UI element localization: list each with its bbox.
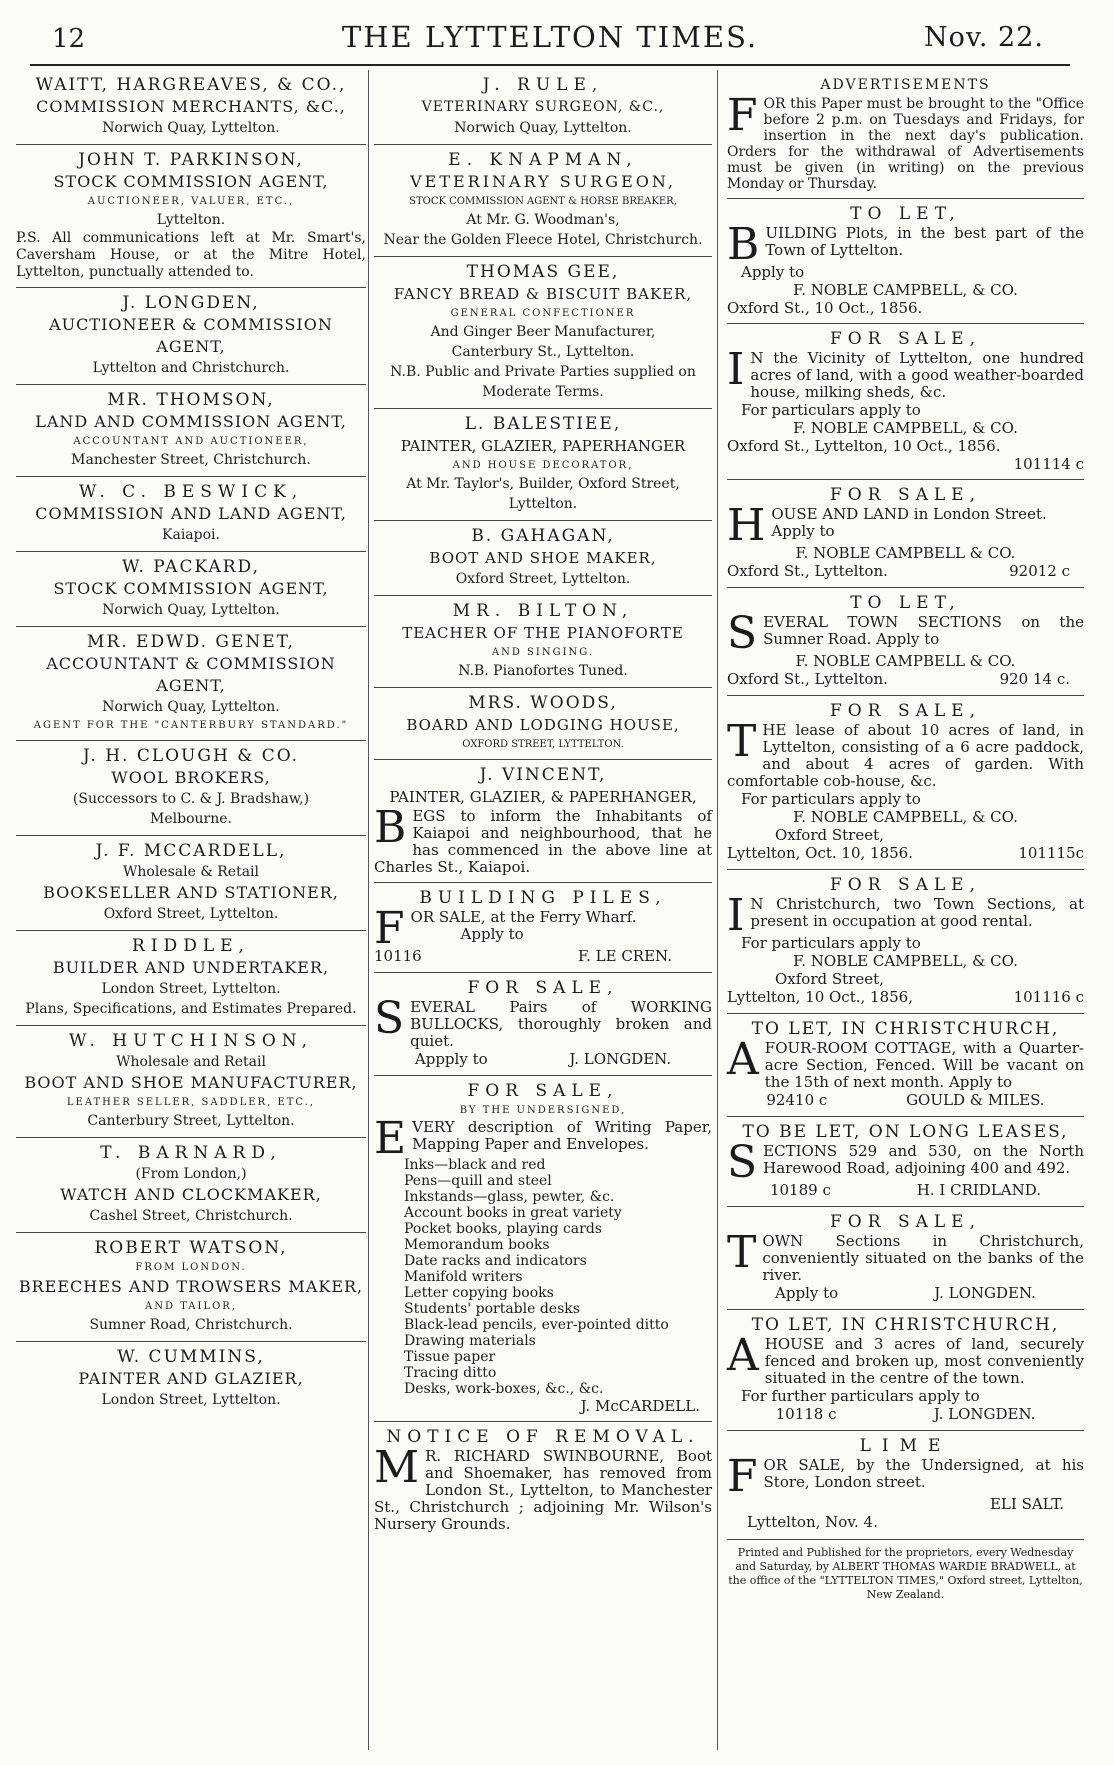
ad-let-4 [727, 1117, 1084, 1207]
ad-body [727, 1034, 1084, 1091]
list-item: Pocket books, playing cards [404, 1221, 602, 1237]
ad-heading: TO LET, [850, 204, 961, 224]
ad-sale-2 [727, 480, 1084, 588]
ad-address: Oxford Street, [775, 970, 884, 988]
ad-name: ROBERT WATSON, [94, 1238, 288, 1258]
ad-apply: Apply to [771, 522, 835, 540]
list-item: Inks—black and red [404, 1157, 546, 1173]
ad-sale-3 [727, 696, 1084, 870]
drop-cap: A [727, 1034, 759, 1085]
ad-number: 101114 c [1013, 455, 1084, 473]
ad-small: AGENT FOR THE "CANTERBURY STANDARD." [33, 720, 349, 731]
ad-trade: BUILDER AND UNDERTAKER, [52, 958, 330, 977]
drop-cap: B [374, 802, 407, 853]
ad-body [727, 608, 1084, 659]
ad-address: Oxford St., Lyttelton. [727, 562, 888, 580]
ad-note: Plans, Specifications, and Estimates Prepared. [25, 1001, 357, 1017]
ad-address: Oxford Street, Lyttelton. [103, 906, 279, 922]
ad-stationery [374, 1076, 712, 1422]
ad-number: 101115c [1018, 844, 1084, 862]
ad-signature-line [727, 844, 1084, 863]
ad-address: Norwich Quay, Lyttelton. [454, 120, 632, 136]
ad-body [374, 903, 712, 954]
ad-signature-line [727, 1181, 1084, 1200]
ad-address: Oxford St., Lyttelton. [727, 670, 888, 688]
ad-signature-line [374, 947, 712, 966]
ad-address: Manchester Street, Christchurch. [71, 452, 311, 468]
ad-name: MR. EDWD. GENET, [87, 632, 295, 652]
ad-text: EGS to inform the Inhabitants of Kaiapoi and neighbourhood, that he has commenced in the above line at Charles St., Kaiapoi. [374, 807, 712, 876]
ad-small: BY THE UNDERSIGNED, [459, 1105, 627, 1116]
ad-mccardell [16, 836, 366, 931]
ad-small: AUCTIONEER, VALUER, ETC., [87, 196, 295, 207]
ad-number: 10116 [374, 947, 422, 965]
ad-trade: WOOL BROKERS, [111, 768, 271, 787]
ad-text: HE lease of about 10 acres of land, in Lyttelton, consisting of a 6 acre paddock, and about 4 acres of garden. With comfortable cob-house, &c. [727, 721, 1084, 790]
ad-line: At Mr. Taylor's, Builder, Oxford Street, [406, 476, 680, 492]
ad-signature: J. McCARDELL. [580, 1397, 700, 1415]
ad-agent: F. NOBLE CAMPBELL & CO. [795, 544, 1016, 562]
ad-address: Lyttelton. [156, 212, 226, 228]
stationery-list [374, 1157, 712, 1397]
list-item: Date racks and indicators [404, 1253, 587, 1269]
ad-heading: BUILDING PILES, [419, 888, 667, 908]
ad-trade: TEACHER OF THE PIANOFORTE [402, 624, 684, 642]
ad-line: Canterbury St., Lyttelton. [451, 344, 635, 360]
ad-body [727, 1137, 1084, 1188]
ad-line: Lyttelton. [508, 496, 578, 512]
ad-address: Lyttelton and Christchurch. [92, 360, 290, 376]
ad-name: B. GAHAGAN, [471, 526, 615, 546]
ad-address: Norwich Quay, Lyttelton. [102, 602, 280, 618]
ad-let-3 [727, 1014, 1084, 1117]
ad-note: N.B. Public and Private Parties supplied on Moderate Terms. [390, 364, 696, 400]
ad-name: J. RULE, [482, 75, 604, 95]
ad-trade: PAINTER, GLAZIER, PAPERHANGER [400, 437, 686, 455]
colophon: Printed and Published for the proprietors, every Wednesday and Saturday, by ALBERT THOMAS WARDIE BRADWELL, at the office of the "LYTTELTON TIMES," Oxford street, Lyttelton, New Zealand. [727, 1539, 1084, 1602]
ad-vincent [374, 760, 712, 883]
ad-name: J. LONGDEN, [122, 293, 260, 313]
ad-heading: FOR SALE, [467, 978, 619, 998]
ad-trade: COMMISSION MERCHANTS, &C., [36, 97, 346, 116]
ad-let-5 [727, 1310, 1084, 1431]
ad-signature: J. LONGDEN. [933, 1405, 1036, 1423]
column-rule [368, 70, 369, 1750]
drop-cap: I [727, 344, 745, 395]
ad-trade: BOOKSELLER AND STATIONER, [43, 883, 339, 902]
ad-trade: COMMISSION AND LAND AGENT, [35, 504, 347, 523]
ad-line: Near the Golden Fleece Hotel, Christchurch. [383, 232, 703, 248]
ad-gahagan [374, 521, 712, 596]
ad-agent: F. NOBLE CAMPBELL, & CO. [793, 952, 1018, 970]
ad-trade: VETERINARY SURGEON, &C., [421, 99, 665, 115]
ad-signature-line [727, 670, 1084, 689]
ad-address: Cashel Street, Christchurch. [89, 1208, 293, 1224]
ad-rule [374, 70, 712, 145]
ad-body [727, 1330, 1084, 1387]
list-item: Drawing materials [404, 1333, 536, 1349]
ad-piles [374, 883, 712, 973]
ad-heading: TO BE LET, ON LONG LEASES, [742, 1122, 1069, 1142]
drop-cap: B [727, 219, 760, 270]
column-1 [16, 70, 366, 1416]
ad-signature-line [727, 562, 1084, 581]
ad-text: UILDING Plots, in the best part of the Town of Lyttelton. [765, 224, 1084, 259]
ad-note: P.S. All communications left at Mr. Smart's, Caversham House, or at the Mitre Hotel, Lyttelton, punctually attended to. [16, 230, 366, 280]
ad-text: OR SALE, by the Undersigned, at his Store, London street. [763, 1456, 1084, 1491]
ad-packard [16, 552, 366, 627]
drop-cap: H [727, 500, 766, 551]
list-item: Black-lead pencils, ever-pointed ditto [404, 1317, 669, 1333]
ad-trade: ACCOUNTANT & COMMISSION AGENT, [46, 654, 336, 695]
ad-thomson [16, 385, 366, 477]
ad-signature-line [374, 1050, 712, 1069]
ad-clough [16, 741, 366, 836]
ad-sale-5 [727, 1207, 1084, 1310]
list-item: Tracing ditto [404, 1365, 497, 1381]
ad-address: Melbourne. [150, 811, 232, 827]
ad-barnard [16, 1138, 366, 1233]
list-item: Letter copying books [404, 1285, 554, 1301]
ad-text: VERY description of Writing Paper, Mapping Paper and Envelopes. [412, 1118, 712, 1153]
drop-cap: T [727, 716, 757, 767]
ad-signature-line [727, 988, 1084, 1007]
ad-small: AND TAILOR, [144, 1301, 237, 1312]
ad-apply: Appply to [414, 1050, 488, 1068]
ad-cummins [16, 1342, 366, 1416]
ad-name: J. VINCENT, [479, 765, 607, 785]
ad-body [727, 890, 1084, 941]
ad-apply: Apply to [775, 1284, 839, 1302]
issue-date: Nov. 22. [923, 22, 1044, 53]
ad-apply: For further particulars apply to [741, 1387, 980, 1405]
ad-heading: TO LET, IN CHRISTCHURCH, [751, 1315, 1060, 1335]
drop-cap: F [727, 1451, 758, 1502]
ad-name: L. BALESTIEE, [464, 414, 622, 434]
ad-body [727, 90, 1084, 192]
ad-heading: FOR SALE, [830, 485, 981, 505]
ad-agent: F. NOBLE CAMPBELL, & CO. [793, 808, 1018, 826]
ad-name: J. H. CLOUGH & CO. [82, 746, 300, 766]
ad-address: Norwich Quay, Lyttelton. [102, 699, 280, 715]
ad-text: HOUSE and 3 acres of land, securely fenced and broken up, most conveniently situated in the centre of the town. [764, 1335, 1084, 1387]
drop-cap: A [727, 1330, 759, 1381]
ad-heading: FOR SALE, [830, 329, 981, 349]
ad-address: London Street, Lyttelton. [101, 981, 281, 997]
ad-removal [374, 1422, 712, 1539]
ad-signature: GOULD & MILES. [906, 1091, 1045, 1109]
ad-trade: BOARD AND LODGING HOUSE, [406, 716, 680, 734]
column-rule [717, 70, 718, 1750]
ad-name: J. F. MCCARDELL, [95, 841, 287, 861]
ad-balestiee [374, 409, 712, 521]
ad-name: JOHN T. PARKINSON, [78, 150, 304, 170]
ad-name: MRS. WOODS, [468, 693, 618, 713]
ad-name: RIDDLE, [132, 936, 250, 956]
column-2 [374, 70, 712, 1539]
ad-small: GENERAL CONFECTIONER [450, 308, 636, 319]
ad-small: AND HOUSE DECORATOR, [452, 460, 634, 471]
ad-small: FROM LONDON. [135, 1262, 247, 1273]
ad-heading: FOR SALE, [830, 1212, 981, 1232]
ad-signature: F. LE CREN. [578, 947, 672, 965]
ad-number: 92012 c [1009, 562, 1070, 580]
ad-text: N Christchurch, two Town Sections, at present in occupation at good rental. [750, 895, 1084, 930]
drop-cap: I [727, 890, 745, 941]
ad-address: Oxford St., 10 Oct., 1856. [727, 299, 923, 317]
drop-cap: M [374, 1442, 420, 1493]
ad-body [727, 344, 1084, 401]
drop-cap: S [374, 993, 405, 1044]
ad-name: W. PACKARD, [122, 557, 260, 577]
ad-text: ECTIONS 529 and 530, on the North Harewood Road, adjoining 400 and 492. [763, 1142, 1084, 1177]
ad-heading: ADVERTISEMENTS [820, 77, 991, 93]
masthead [30, 18, 1070, 66]
ad-name: MR. THOMSON, [107, 390, 275, 410]
ad-sale-1 [727, 324, 1084, 480]
ad-apply: Apply to [460, 925, 524, 943]
ad-small: OXFORD STREET, LYTTELTON. [462, 739, 624, 750]
list-item: Inkstands—glass, pewter, &c. [404, 1189, 615, 1205]
ad-address: Sumner Road, Christchurch. [89, 1317, 293, 1333]
ad-line: And Ginger Beer Manufacturer, [430, 324, 656, 340]
ad-text: OR this Paper must be brought to the "Office before 2 p.m. on Tuesdays and Fridays, for insertion in the next day's publication. Orders for the withdrawal of Advertisements must be given (in writing) on the previous Monday or Thursday. [727, 96, 1084, 192]
ad-body [374, 802, 712, 876]
ad-address: Lyttelton, Oct. 10, 1856. [727, 844, 913, 862]
ad-name: W. CUMMINS, [117, 1347, 265, 1367]
ad-watson [16, 1233, 366, 1342]
ad-address: Oxford St., Lyttelton, 10 Oct., 1856. [727, 437, 1001, 455]
ad-small: AND SINGING. [491, 647, 595, 658]
ad-small: ACCOUNTANT AND AUCTIONEER, [73, 436, 309, 447]
list-item: Account books in great variety [404, 1205, 622, 1221]
ad-signature-line [727, 1405, 1084, 1424]
ad-note: Wholesale and Retail [116, 1054, 266, 1070]
ad-trade: PAINTER, GLAZIER, & PAPERHANGER, [389, 788, 697, 806]
ad-name: W. C. BESWICK, [78, 482, 304, 502]
ad-body [727, 500, 1084, 551]
ad-trade: STOCK COMMISSION AGENT, [53, 579, 329, 598]
ad-trade: BOOT AND SHOE MAKER, [429, 549, 657, 567]
ad-heading: FOR SALE, [830, 875, 981, 895]
column-3 [727, 70, 1084, 1608]
ad-knapman [374, 145, 712, 257]
ad-agent: F. NOBLE CAMPBELL, & CO. [793, 419, 1018, 437]
ad-text: OWN Sections in Christchurch, conveniently situated on the banks of the river. [762, 1232, 1084, 1284]
ad-trade: STOCK COMMISSION AGENT, [53, 172, 329, 191]
ad-name: T. BARNARD, [100, 1143, 282, 1163]
ad-signature: H. I CRIDLAND. [916, 1181, 1042, 1199]
ad-small: LEATHER SELLER, SADDLER, ETC., [66, 1097, 316, 1108]
ad-address: Lyttelton, 10 Oct., 1856, [727, 988, 913, 1006]
ad-heading: LIME [859, 1436, 952, 1456]
ad-let-1 [727, 199, 1084, 324]
ad-body [374, 1442, 712, 1533]
ad-note: N.B. Pianofortes Tuned. [458, 663, 628, 679]
ad-riddle [16, 931, 366, 1026]
ad-bilton [374, 596, 712, 688]
ad-line: At Mr. G. Woodman's, [466, 212, 620, 228]
ad-number: 92410 c [766, 1091, 828, 1109]
ad-text: OUSE AND LAND in London Street. [771, 505, 1047, 523]
ad-name: W. HUTCHINSON, [69, 1031, 313, 1051]
ad-heading: TO LET, IN CHRISTCHURCH, [751, 1019, 1060, 1039]
drop-cap: F [374, 903, 405, 954]
ad-let-2 [727, 588, 1084, 696]
ad-trade: LAND AND COMMISSION AGENT, [35, 412, 347, 431]
ad-text: N the Vicinity of Lyttelton, one hundred acres of land, with a good weather-boarded house, milking sheds, &c. [750, 349, 1084, 401]
drop-cap: F [727, 90, 758, 141]
ad-trade: FANCY BREAD & BISCUIT BAKER, [393, 285, 693, 303]
ad-genet [16, 627, 366, 741]
ad-name: E. KNAPMAN, [448, 150, 638, 170]
ad-number: 10189 c [769, 1181, 831, 1199]
ad-text: FOUR-ROOM COTTAGE, with a Quarter-acre Section, Fenced. Will be vacant on the 15th of next month. Apply to [764, 1039, 1084, 1091]
ad-number: 920 14 c. [999, 670, 1070, 688]
ad-beswick [16, 477, 366, 552]
ad-body [374, 1113, 712, 1164]
ad-number: 101116 c [1013, 988, 1084, 1006]
ad-signature: ELI SALT. [989, 1495, 1064, 1513]
ad-signature-line [727, 1284, 1084, 1303]
ad-body [727, 1451, 1084, 1502]
ad-name: MR. BILTON, [452, 601, 634, 621]
ad-apply: For particulars apply to [741, 934, 921, 952]
ad-body [727, 1227, 1084, 1284]
ad-text: R. RICHARD SWINBOURNE, Boot and Shoemaker, has removed from London St., Lyttelton, to Manchester St., Christchurch ; adjoining Mr. Wilson's Nursery Grounds. [374, 1447, 712, 1533]
ad-trade: AUCTIONEER & COMMISSION AGENT, [49, 315, 333, 356]
ad-trade: WATCH AND CLOCKMAKER, [60, 1185, 322, 1204]
ad-sale-4 [727, 870, 1084, 1014]
page-number: 12 [52, 24, 86, 54]
ad-address: Oxford Street, [775, 826, 884, 844]
ad-apply: For particulars apply to [741, 790, 921, 808]
ad-body [374, 993, 712, 1050]
ad-heading: NOTICE OF REMOVAL. [386, 1427, 700, 1447]
ad-woods [374, 688, 712, 760]
ad-small: STOCK COMMISSION AGENT & HORSE BREAKER, [409, 196, 677, 207]
drop-cap: S [727, 608, 758, 659]
ad-note: (From London,) [135, 1166, 247, 1182]
newspaper-title: THE LYTTELTON TIMES. [341, 20, 759, 54]
ad-gee [374, 257, 712, 409]
ad-text: EVERAL Pairs of WORKING BULLOCKS, thoroughly broken and quiet. [410, 998, 712, 1050]
ad-longden [16, 288, 366, 385]
ad-parkinson [16, 145, 366, 288]
ad-name: WAITT, HARGREAVES, & CO., [35, 75, 347, 95]
ad-heading: FOR SALE, [830, 701, 981, 721]
ad-address: Norwich Quay, Lyttelton. [102, 120, 280, 136]
ad-signature: J. LONGDEN. [569, 1050, 672, 1068]
ad-heading: FOR SALE, [467, 1081, 619, 1101]
ad-text: EVERAL TOWN SECTIONS on the Sumner Road. Apply to [763, 613, 1084, 648]
list-item: Students' portable desks [404, 1301, 580, 1317]
ad-bullocks [374, 973, 712, 1076]
ad-lime [727, 1431, 1084, 1608]
ad-note: Wholesale & Retail [122, 864, 259, 880]
ad-agent: F. NOBLE CAMPBELL & CO. [795, 652, 1016, 670]
ad-hutchinson [16, 1026, 366, 1138]
ad-address: Lyttelton, Nov. 4. [747, 1513, 878, 1531]
ad-advertisements [727, 70, 1084, 199]
ad-trade: BOOT AND SHOE MANUFACTURER, [24, 1073, 358, 1092]
ad-trade: PAINTER AND GLAZIER, [78, 1369, 304, 1388]
ad-apply: For particulars apply to [741, 401, 921, 419]
ad-number: 10118 c [775, 1405, 837, 1423]
drop-cap: E [374, 1113, 407, 1164]
ad-signature: J. LONGDEN. [934, 1284, 1036, 1302]
ad-address: Canterbury Street, Lyttelton. [87, 1113, 295, 1129]
drop-cap: S [727, 1137, 758, 1188]
list-item: Manifold writers [404, 1269, 523, 1285]
ad-text: OR SALE, at the Ferry Wharf. [410, 908, 637, 926]
drop-cap: T [727, 1227, 757, 1278]
ad-signature-line [727, 1091, 1084, 1110]
list-item: Pens—quill and steel [404, 1173, 552, 1189]
ad-waitt [16, 70, 366, 145]
ad-trade: BREECHES AND TROWSERS MAKER, [18, 1277, 364, 1296]
list-item: Desks, work-boxes, &c., &c. [404, 1381, 604, 1397]
list-item: Tissue paper [404, 1349, 496, 1365]
ad-note: (Successors to C. & J. Bradshaw,) [72, 791, 310, 807]
ad-body [727, 219, 1084, 270]
ad-body [727, 716, 1084, 790]
ad-address: Kaiapoi. [162, 527, 220, 543]
list-item: Memorandum books [404, 1237, 550, 1253]
ad-address: Oxford Street, Lyttelton. [455, 571, 631, 587]
ad-name: THOMAS GEE, [466, 262, 620, 282]
ad-apply: Apply to [741, 263, 805, 281]
ad-trade: VETERINARY SURGEON, [410, 172, 676, 191]
ad-heading: TO LET, [850, 593, 961, 613]
ad-agent: F. NOBLE CAMPBELL, & CO. [793, 281, 1018, 299]
ad-address: London Street, Lyttelton. [101, 1392, 281, 1408]
